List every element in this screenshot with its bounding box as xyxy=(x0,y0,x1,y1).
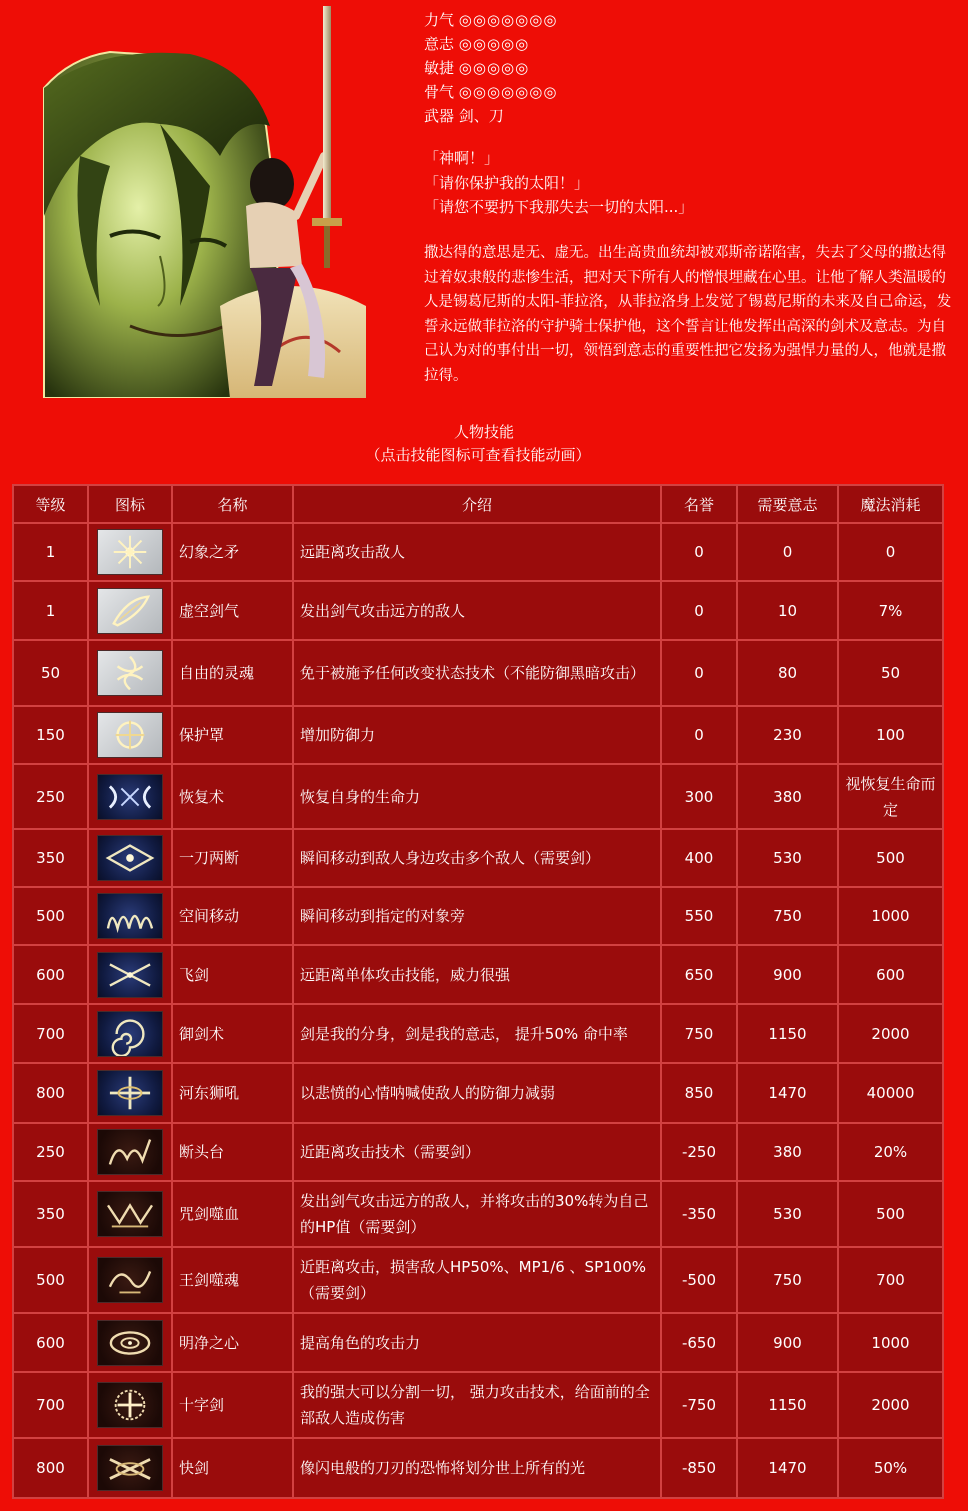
skill-name: 空间移动 xyxy=(172,887,293,945)
skill-required-will: 750 xyxy=(737,887,838,945)
skill-fame: 300 xyxy=(661,764,737,829)
skill-icon-cell xyxy=(88,1123,172,1181)
blade-burst-icon[interactable] xyxy=(97,835,163,881)
stat-label: 敏捷 xyxy=(424,59,455,77)
skill-name: 明净之心 xyxy=(172,1313,293,1372)
skill-icon-cell xyxy=(88,887,172,945)
skill-required-will: 1150 xyxy=(737,1372,838,1438)
skill-fame: 650 xyxy=(661,945,737,1004)
guillotine-rune-icon[interactable] xyxy=(97,1129,163,1175)
skill-name: 一刀两断 xyxy=(172,829,293,887)
skill-mana-cost: 500 xyxy=(838,1181,943,1247)
skill-fame: 850 xyxy=(661,1063,737,1123)
lion-cross-icon[interactable] xyxy=(97,1070,163,1116)
table-row xyxy=(13,1181,943,1247)
skill-level: 700 xyxy=(13,1372,88,1438)
skill-mana-cost: 0 xyxy=(838,523,943,581)
table-row xyxy=(13,1063,943,1123)
flying-sword-icon[interactable] xyxy=(97,952,163,998)
blood-blade-icon[interactable] xyxy=(97,1191,163,1237)
skill-fame: 550 xyxy=(661,887,737,945)
skill-fame: 0 xyxy=(661,706,737,764)
table-row xyxy=(13,706,943,764)
header-description: 介绍 xyxy=(293,485,661,523)
header-required-will: 需要意志 xyxy=(737,485,838,523)
skill-description: 我的强大可以分割一切， 强力攻击技术，给面前的全部敌人造成伤害 xyxy=(293,1372,661,1438)
skills-section-hint: （点击技能图标可查看技能动画） xyxy=(365,446,591,464)
fast-blade-icon[interactable] xyxy=(97,1445,163,1491)
skill-name: 幻象之矛 xyxy=(172,523,293,581)
skill-icon-cell xyxy=(88,640,172,706)
skill-required-will: 80 xyxy=(737,640,838,706)
stat-value: ◎◎◎◎◎ xyxy=(458,35,530,53)
skill-required-will: 530 xyxy=(737,1181,838,1247)
skill-icon-cell xyxy=(88,523,172,581)
skill-name: 御剑术 xyxy=(172,1004,293,1063)
skill-description: 瞬间移动到指定的对象旁 xyxy=(293,887,661,945)
skill-mana-cost: 2000 xyxy=(838,1372,943,1438)
header-fame: 名誉 xyxy=(661,485,737,523)
skill-description: 远距离单体攻击技能，威力很强 xyxy=(293,945,661,1004)
spirit-knot-icon[interactable] xyxy=(97,650,163,696)
table-row xyxy=(13,945,943,1004)
skill-level: 500 xyxy=(13,887,88,945)
skill-name: 虚空剑气 xyxy=(172,581,293,640)
skill-level: 600 xyxy=(13,945,88,1004)
skill-required-will: 380 xyxy=(737,764,838,829)
table-row xyxy=(13,523,943,581)
skill-name: 自由的灵魂 xyxy=(172,640,293,706)
skill-level: 500 xyxy=(13,1247,88,1313)
stat-label: 力气 xyxy=(424,11,455,29)
skill-mana-cost: 100 xyxy=(838,706,943,764)
stat-value: ◎◎◎◎◎◎◎ xyxy=(458,83,558,101)
skill-required-will: 230 xyxy=(737,706,838,764)
skill-description: 增加防御力 xyxy=(293,706,661,764)
skill-required-will: 750 xyxy=(737,1247,838,1313)
skill-level: 800 xyxy=(13,1063,88,1123)
skill-icon-cell xyxy=(88,706,172,764)
skill-fame: 0 xyxy=(661,640,737,706)
skill-description: 发出剑气攻击远方的敌人 xyxy=(293,581,661,640)
table-row xyxy=(13,1438,943,1498)
table-row xyxy=(13,829,943,887)
table-row xyxy=(13,640,943,706)
skill-name: 咒剑噬血 xyxy=(172,1181,293,1247)
skill-description: 发出剑气攻击远方的敌人，并将攻击的30%转为自己的HP值（需要剑） xyxy=(293,1181,661,1247)
skill-required-will: 530 xyxy=(737,829,838,887)
skill-fame: -750 xyxy=(661,1372,737,1438)
skill-level: 50 xyxy=(13,640,88,706)
skill-required-will: 380 xyxy=(737,1123,838,1181)
skill-fame: -850 xyxy=(661,1438,737,1498)
skills-table xyxy=(12,484,944,1499)
skill-mana-cost: 20% xyxy=(838,1123,943,1181)
skill-level: 350 xyxy=(13,1181,88,1247)
quote-line: 「请您不要扔下我那失去一切的太阳...」 xyxy=(424,198,694,216)
skill-required-will: 900 xyxy=(737,945,838,1004)
character-stats xyxy=(424,8,557,128)
header-level: 等级 xyxy=(13,485,88,523)
table-row xyxy=(13,764,943,829)
skill-description: 像闪电般的刀刃的恐怖将划分世上所有的光 xyxy=(293,1438,661,1498)
cross-sun-icon[interactable] xyxy=(97,1382,163,1428)
skill-fame: -500 xyxy=(661,1247,737,1313)
skill-name: 断头台 xyxy=(172,1123,293,1181)
stat-strength xyxy=(424,8,557,32)
stat-value: ◎◎◎◎◎ xyxy=(458,59,530,77)
skill-description: 瞬间移动到敌人身边攻击多个敌人（需要剑） xyxy=(293,829,661,887)
skill-mana-cost: 视恢复生命而定 xyxy=(838,764,943,829)
skill-level: 350 xyxy=(13,829,88,887)
skill-icon-cell xyxy=(88,1372,172,1438)
skill-mana-cost: 600 xyxy=(838,945,943,1004)
skill-mana-cost: 7% xyxy=(838,581,943,640)
character-bio: 撒达得的意思是无、虚无。出生高贵血统却被邓斯帝诺陷害，失去了父母的撒达得过着奴隶般的悲惨生活，把对天下所有人的憎恨埋藏在心里。让他了解人类温暖的人是锡葛尼斯的太阳-菲拉洛，从菲拉洛身上发觉了锡葛尼斯的未来及自己命运，发誓永远做菲拉洛的守护骑士保护他，这个誓言让他发挥出高深的剑术及意志。为自己认为对的事付出一切，领悟到意志的重要性把它发扬为强悍力量的人，他就是撒拉得。 xyxy=(424,245,952,384)
skill-description: 以悲愤的心情呐喊使敌人的防御力减弱 xyxy=(293,1063,661,1123)
skill-fame: -650 xyxy=(661,1313,737,1372)
stat-value: ◎◎◎◎◎◎◎ xyxy=(458,11,558,29)
skill-icon-cell xyxy=(88,829,172,887)
header-mana-cost: 魔法消耗 xyxy=(838,485,943,523)
skill-icon-cell xyxy=(88,1438,172,1498)
character-quotes xyxy=(424,146,693,220)
header-name: 名称 xyxy=(172,485,293,523)
table-row xyxy=(13,1247,943,1313)
skill-required-will: 0 xyxy=(737,523,838,581)
skills-section-title: 人物技能 xyxy=(453,423,514,441)
skill-mana-cost: 50% xyxy=(838,1438,943,1498)
skill-required-will: 1470 xyxy=(737,1438,838,1498)
skill-fame: -350 xyxy=(661,1181,737,1247)
skill-mana-cost: 1000 xyxy=(838,887,943,945)
skill-name: 恢复术 xyxy=(172,764,293,829)
feather-slash-icon[interactable] xyxy=(97,588,163,634)
skill-mana-cost: 1000 xyxy=(838,1313,943,1372)
skill-icon-cell xyxy=(88,1247,172,1313)
skill-name: 十字剑 xyxy=(172,1372,293,1438)
table-row xyxy=(13,1004,943,1063)
skill-mana-cost: 2000 xyxy=(838,1004,943,1063)
skill-description: 剑是我的分身，剑是我的意志， 提升50% 命中率 xyxy=(293,1004,661,1063)
skill-name: 河东狮吼 xyxy=(172,1063,293,1123)
skill-fame: 400 xyxy=(661,829,737,887)
skill-name: 王剑噬魂 xyxy=(172,1247,293,1313)
skill-required-will: 1150 xyxy=(737,1004,838,1063)
skill-level: 600 xyxy=(13,1313,88,1372)
skill-name: 保护罩 xyxy=(172,706,293,764)
quote-line: 「请你保护我的太阳！」 xyxy=(424,173,590,192)
skill-fame: 0 xyxy=(661,523,737,581)
quote-line: 「神啊！」 xyxy=(424,149,500,167)
skill-description: 远距离攻击敌人 xyxy=(293,523,661,581)
table-row xyxy=(13,1313,943,1372)
skill-description: 免于被施予任何改变状态技术（不能防御黑暗攻击） xyxy=(293,640,661,706)
vortex-icon[interactable] xyxy=(97,1011,163,1057)
double-moon-icon[interactable] xyxy=(97,774,163,820)
table-header-row xyxy=(13,485,943,523)
skill-required-will: 900 xyxy=(737,1313,838,1372)
stat-agility xyxy=(424,56,557,80)
skill-name: 飞剑 xyxy=(172,945,293,1004)
skill-fame: 750 xyxy=(661,1004,737,1063)
soul-blade-icon[interactable] xyxy=(97,1257,163,1303)
skill-level: 1 xyxy=(13,523,88,581)
radiant-star-icon[interactable] xyxy=(97,529,163,575)
skill-required-will: 10 xyxy=(737,581,838,640)
header-icon: 图标 xyxy=(88,485,172,523)
skill-mana-cost: 700 xyxy=(838,1247,943,1313)
skill-mana-cost: 500 xyxy=(838,829,943,887)
clear-mind-icon[interactable] xyxy=(97,1320,163,1366)
skill-mana-cost: 40000 xyxy=(838,1063,943,1123)
character-portrait xyxy=(40,6,366,398)
stat-label: 意志 xyxy=(424,35,455,53)
skill-mana-cost: 50 xyxy=(838,640,943,706)
skill-icon-cell xyxy=(88,581,172,640)
skill-description: 恢复自身的生命力 xyxy=(293,764,661,829)
stat-value: 剑、刀 xyxy=(458,107,504,125)
skill-icon-cell xyxy=(88,1181,172,1247)
celtic-shield-icon[interactable] xyxy=(97,712,163,758)
skill-icon-cell xyxy=(88,1313,172,1372)
stat-bone xyxy=(424,80,557,104)
skill-level: 150 xyxy=(13,706,88,764)
stat-weapon xyxy=(424,104,557,128)
stat-will xyxy=(424,32,557,56)
skill-description: 提高角色的攻击力 xyxy=(293,1313,661,1372)
skill-description: 近距离攻击技术（需要剑） xyxy=(293,1123,661,1181)
skill-icon-cell xyxy=(88,1004,172,1063)
skill-name: 快剑 xyxy=(172,1438,293,1498)
table-row xyxy=(13,887,943,945)
skill-level: 250 xyxy=(13,764,88,829)
skill-fame: 0 xyxy=(661,581,737,640)
skill-level: 700 xyxy=(13,1004,88,1063)
skill-level: 800 xyxy=(13,1438,88,1498)
skill-level: 1 xyxy=(13,581,88,640)
table-row xyxy=(13,1123,943,1181)
skill-fame: -250 xyxy=(661,1123,737,1181)
skill-level: 250 xyxy=(13,1123,88,1181)
table-row xyxy=(13,1372,943,1438)
skill-description: 近距离攻击，损害敌人HP50%、MP1/6 、SP100%（需要剑） xyxy=(293,1247,661,1313)
skill-required-will: 1470 xyxy=(737,1063,838,1123)
skill-icon-cell xyxy=(88,1063,172,1123)
stat-label: 武器 xyxy=(424,107,455,125)
skill-icon-cell xyxy=(88,764,172,829)
flame-wave-icon[interactable] xyxy=(97,893,163,939)
stat-label: 骨气 xyxy=(424,83,455,101)
table-row xyxy=(13,581,943,640)
skill-icon-cell xyxy=(88,945,172,1004)
